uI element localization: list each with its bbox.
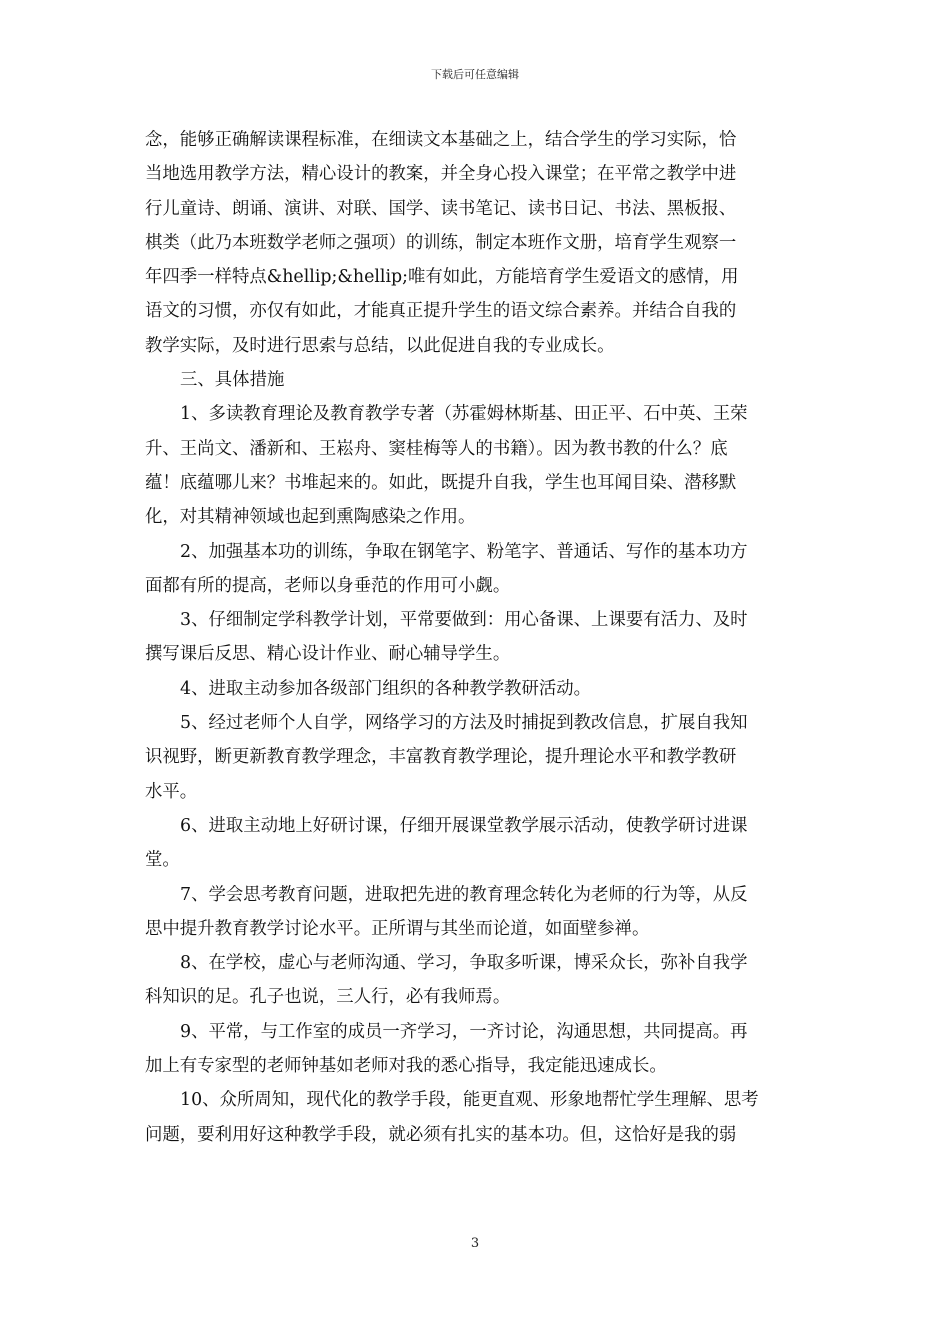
- page-number: 3: [470, 1236, 480, 1251]
- text-line: 加上有专家型的老师钟基如老师对我的悉心指导，我定能迅速成长。: [145, 1056, 667, 1077]
- text-line: 7、学会思考教育问题，进取把先进的教育理念转化为老师的行为等，从反: [180, 884, 748, 905]
- text-line: 5、经过老师个人自学，网络学习的方法及时捕捉到教改信息，扩展自我知: [180, 713, 748, 734]
- text-line: 水平。: [145, 781, 198, 802]
- text-line: 3、仔细制定学科教学计划，平常要做到：用心备课、上课要有活力、及时: [180, 610, 748, 631]
- text-line: 面都有所的提高，老师以身垂范的作用可小觑。: [145, 575, 511, 596]
- text-line: 行儿童诗、朗诵、演讲、对联、国学、读书笔记、读书日记、书法、黑板报、: [145, 198, 737, 219]
- text-line: 念，能够正确解读课程标准，在细读文本基础之上，结合学生的学习实际，恰: [145, 130, 737, 150]
- text-line: 化，对其精神领域也起到熏陶感染之作用。: [145, 507, 476, 528]
- text-line: 年四季一样特点&hellip;&hellip;唯有如此，方能培育学生爱语文的感情，用: [145, 267, 739, 288]
- text-line: 6、进取主动地上好研讨课，仔细开展课堂教学展示活动，使教学研讨进课: [180, 815, 748, 836]
- text-line: 思中提升教育教学讨论水平。正所谓与其坐而论道，如面壁参禅。: [145, 918, 650, 939]
- text-line: 堂。: [145, 850, 180, 871]
- text-line: 语文的习惯，亦仅有如此，才能真正提升学生的语文综合素养。并结合自我的: [145, 301, 737, 322]
- text-line: 当地选用教学方法，精心设计的教案，并全身心投入课堂；在平常之教学中进: [145, 164, 737, 185]
- text-line: 撰写课后反思、精心设计作业、耐心辅导学生。: [145, 644, 511, 665]
- text-line: 2、加强基本功的训练，争取在钢笔字、粉笔字、普通话、写作的基本功方: [180, 541, 748, 562]
- text-line: 科知识的足。孔子也说，三人行，必有我师焉。: [145, 987, 511, 1008]
- text-line: 棋类（此乃本班数学老师之强项）的训练，制定本班作文册，培育学生观察一: [145, 232, 737, 253]
- document-body: [145, 123, 807, 1152]
- text-line: 升、王尚文、潘新和、王崧舟、窦桂梅等人的书籍）。因为教书教的什么？底: [145, 438, 728, 459]
- text-line: 10、众所周知，现代化的教学手段，能更直观、形象地帮忙学生理解、思考: [180, 1090, 759, 1111]
- text-line: 1、多读教育理论及教育教学专著（苏霍姆林斯基、田正平、石中英、王荣: [180, 404, 748, 425]
- text-line: 蕴！底蕴哪儿来？书堆起来的。如此，既提升自我，学生也耳闻目染、潜移默: [145, 472, 737, 493]
- text-line: 8、在学校，虚心与老师沟通、学习，争取多听课，博采众长，弥补自我学: [180, 953, 748, 974]
- text-line: 识视野，断更新教育教学理念，丰富教育教学理论，提升理论水平和教学教研: [145, 747, 737, 768]
- text-line: 教学实际，及时进行思索与总结，以此促进自我的专业成长。: [145, 335, 615, 356]
- text-line: 9、平常，与工作室的成员一齐学习，一齐讨论，沟通思想，共同提高。再: [180, 1021, 748, 1042]
- text-line: 三、具体措施: [180, 370, 285, 391]
- text-line: 4、进取主动参加各级部门组织的各种教学教研活动。: [180, 678, 592, 699]
- page-header: 下载后可任意编辑: [431, 68, 519, 81]
- text-line: 问题，要利用好这种教学手段，就必须有扎实的基本功。但，这恰好是我的弱: [145, 1124, 737, 1145]
